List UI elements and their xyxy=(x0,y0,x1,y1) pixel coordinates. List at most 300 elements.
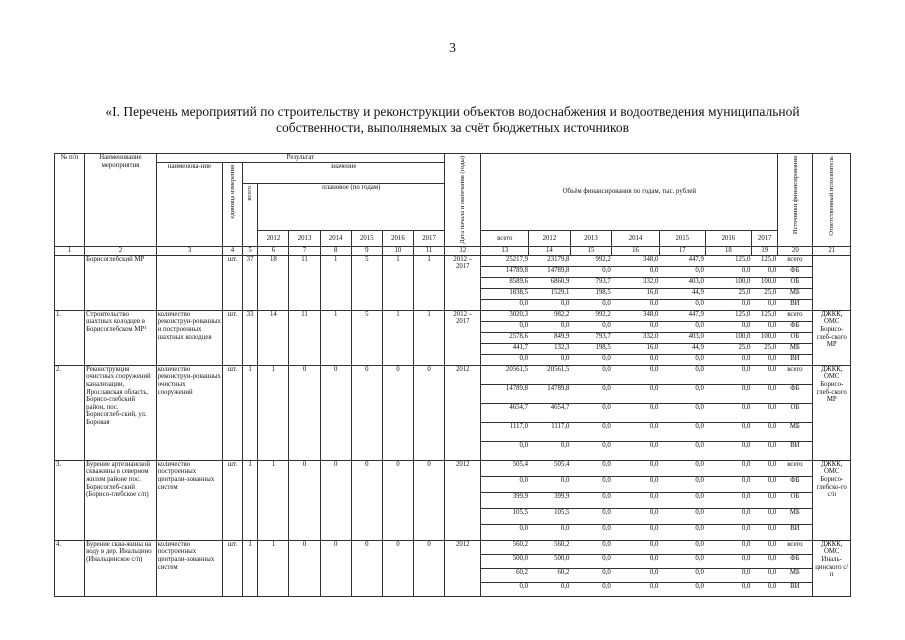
finance-value: 0,0 xyxy=(649,524,659,532)
finance-line xyxy=(481,403,812,422)
finance-source: ВИ xyxy=(790,354,800,362)
row-year-value: 0 xyxy=(413,540,444,596)
table-row xyxy=(55,255,851,310)
finance-source: ФБ xyxy=(777,384,812,403)
finance-value: 14789,8 xyxy=(481,384,529,403)
finance-value: 500,0 xyxy=(481,554,529,568)
finance-value: 0,0 xyxy=(767,354,777,362)
column-index: 19 xyxy=(752,246,778,255)
finance-line xyxy=(481,366,812,385)
finance-value: 132,3 xyxy=(529,343,570,354)
header-num: № п/п xyxy=(55,154,85,247)
finance-value: 100,0 xyxy=(705,277,752,288)
row-year-value: 0 xyxy=(289,460,320,540)
finance-value: 0,0 xyxy=(570,266,611,277)
column-index: 1 xyxy=(55,246,85,255)
row-name: Строительство шахтных колодцев в Борисоглебском МР¹ xyxy=(85,310,157,365)
finance-value: 0,0 xyxy=(705,541,752,555)
finance-value: 992,2 xyxy=(570,256,611,267)
finance-value: 105,5 xyxy=(529,508,570,524)
column-index: 2 xyxy=(85,246,157,255)
finance-value: 0,0 xyxy=(767,441,777,449)
finance-value: 0,0 xyxy=(481,321,529,332)
finance-value: 0,0 xyxy=(751,476,777,492)
column-index: 9 xyxy=(351,246,382,255)
finance-line xyxy=(481,422,812,441)
finance-value: 0,0 xyxy=(751,266,777,277)
finance-value: 25217,9 xyxy=(481,256,529,267)
row-year-value: 1 xyxy=(258,540,289,596)
finance-value: 0,0 xyxy=(519,299,529,307)
finance-value: 0,0 xyxy=(741,441,751,449)
row-unit: шт. xyxy=(223,310,243,365)
finance-value: 0,0 xyxy=(659,492,705,508)
row-year-value: 1 xyxy=(258,460,289,540)
finance-value: 100,0 xyxy=(705,332,752,343)
header-responsible: Ответственный исполнитель xyxy=(813,154,851,247)
finance-value: 25,0 xyxy=(751,343,777,354)
header-funding-year: 2012 xyxy=(529,230,571,246)
finance-value: 0,0 xyxy=(659,541,705,555)
finance-value: 0,0 xyxy=(612,321,660,332)
row-unit: шт. xyxy=(223,365,243,460)
finance-value: 2578,6 xyxy=(481,332,529,343)
finance-value: 100,0 xyxy=(751,332,777,343)
finance-value: 25,0 xyxy=(705,343,752,354)
row-num: 4. xyxy=(55,540,85,596)
row-total: 37 xyxy=(242,255,258,310)
finance-value: 0,0 xyxy=(612,422,660,441)
finance-source: ОБ xyxy=(777,403,812,422)
row-total: 1 xyxy=(242,540,258,596)
finance-value: 20561,5 xyxy=(529,366,570,385)
finance-value: 0,0 xyxy=(705,508,752,524)
row-responsible: ДЖКК, ОМС Борисо-глебско-го с/п xyxy=(813,460,851,540)
header-year: 2013 xyxy=(289,230,320,246)
finance-value: 500,0 xyxy=(529,554,570,568)
row-dates: 2012 – 2017 xyxy=(445,255,481,310)
finance-value: 0,0 xyxy=(705,492,752,508)
finance-value: 793,7 xyxy=(570,277,611,288)
finance-value: 0,0 xyxy=(602,299,611,307)
header-source: Источники финансирования xyxy=(778,154,813,247)
column-index: 13 xyxy=(481,246,529,255)
finance-value: 44,9 xyxy=(659,343,705,354)
finance-value: 0,0 xyxy=(751,492,777,508)
finance-value: 0,0 xyxy=(659,461,705,477)
finance-value: 0,0 xyxy=(570,461,611,477)
finance-value: 793,7 xyxy=(570,332,611,343)
finance-value: 399,9 xyxy=(481,492,529,508)
finance-value: 0,0 xyxy=(560,582,570,590)
row-year-value: 0 xyxy=(351,365,382,460)
header-value: значение xyxy=(242,162,444,183)
row-num: 3. xyxy=(55,460,85,540)
header-year: 2014 xyxy=(320,230,351,246)
finance-value: 0,0 xyxy=(649,582,659,590)
finance-value: 0,0 xyxy=(751,461,777,477)
row-year-value: 0 xyxy=(413,365,444,460)
finance-value: 0,0 xyxy=(741,354,751,362)
row-unit: шт. xyxy=(223,540,243,596)
row-year-value: 0 xyxy=(289,365,320,460)
finance-value: 4654,7 xyxy=(481,403,529,422)
finance-source: ФБ xyxy=(777,266,812,277)
finance-value: 332,0 xyxy=(612,277,660,288)
row-year-value: 5 xyxy=(351,310,382,365)
finance-value: 0,0 xyxy=(570,554,611,568)
finance-line xyxy=(481,256,812,267)
finance-value: 25,0 xyxy=(751,288,777,299)
finance-source: ФБ xyxy=(777,476,812,492)
finance-source: всего xyxy=(777,256,812,267)
row-responsible: ДЖКК, ОМС Борисо-глеб-ского МР xyxy=(813,365,851,460)
finance-value: 0,0 xyxy=(751,321,777,332)
row-result-name: количество реконструи-рованных и построенных шахтных колодцев xyxy=(156,310,222,365)
finance-source: МБ xyxy=(777,422,812,441)
finance-source: всего xyxy=(777,541,812,555)
finance-line xyxy=(481,582,812,596)
finance-value: 0,0 xyxy=(767,299,777,307)
finance-line xyxy=(481,441,812,460)
finance-value: 8589,6 xyxy=(481,277,529,288)
column-index: 18 xyxy=(705,246,752,255)
finance-value: 0,0 xyxy=(570,492,611,508)
finance-value: 20561,5 xyxy=(481,366,529,385)
finance-value: 0,0 xyxy=(560,354,570,362)
finance-line xyxy=(481,277,812,288)
finance-value: 0,0 xyxy=(519,441,529,449)
finance-value: 0,0 xyxy=(570,403,611,422)
finance-value: 125,0 xyxy=(751,256,777,267)
finance-value: 0,0 xyxy=(741,299,751,307)
finance-line xyxy=(481,568,812,582)
row-name: Реконструкция очистных сооружений канализации, Ярославская область, Борисо-глебский район, пос. Борисоглеб-ский, ул. Боровая xyxy=(85,365,157,460)
row-num: 1. xyxy=(55,310,85,365)
finance-value: 505,4 xyxy=(481,461,529,477)
row-total: 33 xyxy=(242,310,258,365)
row-responsible: ДЖКК, ОМС Иналь-цинского с/п xyxy=(813,540,851,596)
finance-value: 44,9 xyxy=(659,288,705,299)
table-row xyxy=(55,460,851,540)
row-year-value: 0 xyxy=(320,365,351,460)
row-year-value: 0 xyxy=(320,460,351,540)
finance-value: 0,0 xyxy=(751,422,777,441)
finance-value: 16,0 xyxy=(612,288,660,299)
row-unit: шт. xyxy=(223,460,243,540)
finance-value: 0,0 xyxy=(519,354,529,362)
finance-value: 198,5 xyxy=(570,288,611,299)
row-num: 2. xyxy=(55,365,85,460)
finance-value: 0,0 xyxy=(602,441,611,449)
column-index: 21 xyxy=(813,246,851,255)
finance-value: 0,0 xyxy=(751,541,777,555)
finance-value: 0,0 xyxy=(659,508,705,524)
table-row xyxy=(55,540,851,596)
row-year-value: 0 xyxy=(382,365,413,460)
finance-value: 0,0 xyxy=(602,354,611,362)
finance-source: ФБ xyxy=(777,554,812,568)
header-name: Наименование мероприятия xyxy=(85,154,157,247)
row-result-name: количество построенных централи-зованных систем xyxy=(156,460,222,540)
finance-value: 0,0 xyxy=(612,568,660,582)
header-unit: единица измерения xyxy=(223,162,243,246)
row-year-value: 0 xyxy=(413,460,444,540)
finance-value: 0,0 xyxy=(751,554,777,568)
header-planned: плановое (по годам) xyxy=(258,184,445,231)
finance-value: 125,0 xyxy=(705,311,752,322)
finance-value: 0,0 xyxy=(570,321,611,332)
finance-line xyxy=(481,541,812,555)
finance-value: 100,0 xyxy=(751,277,777,288)
column-index: 7 xyxy=(289,246,320,255)
finance-value: 60,2 xyxy=(481,568,529,582)
finance-value: 1117,0 xyxy=(529,422,570,441)
finance-value: 505,4 xyxy=(529,461,570,477)
finance-value: 0,0 xyxy=(481,476,529,492)
finance-value: 403,0 xyxy=(659,332,705,343)
column-index: 15 xyxy=(570,246,612,255)
finance-value: 0,0 xyxy=(602,582,611,590)
finance-value: 447,9 xyxy=(659,256,705,267)
finance-value: 0,0 xyxy=(659,384,705,403)
header-result-name: наименова-ние xyxy=(156,162,222,246)
finance-value: 198,5 xyxy=(570,343,611,354)
finance-value: 0,0 xyxy=(741,582,751,590)
row-unit: шт. xyxy=(223,255,243,310)
row-finance xyxy=(481,460,813,540)
finance-value: 0,0 xyxy=(751,508,777,524)
header-funding: Объём финансирования по годам, тыс. рублей xyxy=(481,154,778,231)
row-year-value: 1 xyxy=(382,310,413,365)
finance-value: 0,0 xyxy=(659,554,705,568)
finance-value: 0,0 xyxy=(705,554,752,568)
header-funding-year: 2016 xyxy=(705,230,752,246)
row-name: Бурение сква-жины на воду в дер. Инальцино (Инальцинское с/п) xyxy=(85,540,157,596)
finance-source: всего xyxy=(777,366,812,385)
finance-source: МБ xyxy=(777,508,812,524)
table-row xyxy=(55,365,851,460)
finance-line xyxy=(481,266,812,277)
row-name: Бурение артезианской скважины в северном жилом районе пос. Борисоглеб-ский (Борисо-глебское с/п) xyxy=(85,460,157,540)
row-year-value: 0 xyxy=(320,540,351,596)
measures-table xyxy=(54,153,851,597)
finance-value: 0,0 xyxy=(659,476,705,492)
finance-value: 0,0 xyxy=(741,524,751,532)
row-year-value: 11 xyxy=(289,255,320,310)
row-year-value: 11 xyxy=(289,310,320,365)
finance-value: 348,0 xyxy=(612,311,660,322)
finance-source: МБ xyxy=(777,288,812,299)
finance-value: 0,0 xyxy=(612,492,660,508)
row-dates: 2012 xyxy=(445,365,481,460)
finance-value: 0,0 xyxy=(612,541,660,555)
finance-value: 25,0 xyxy=(705,288,752,299)
header-funding-year: 2013 xyxy=(570,230,612,246)
finance-value: 0,0 xyxy=(570,422,611,441)
header-funding-year: 2017 xyxy=(752,230,778,246)
finance-line xyxy=(481,508,812,524)
finance-value: 0,0 xyxy=(570,568,611,582)
finance-value: 60,2 xyxy=(529,568,570,582)
column-index: 4 xyxy=(223,246,243,255)
finance-value: 0,0 xyxy=(612,266,660,277)
finance-value: 1838,5 xyxy=(481,288,529,299)
row-result-name: количество реконструи-рованных очистных сооружений xyxy=(156,365,222,460)
column-index: 8 xyxy=(320,246,351,255)
header-funding-year: 2015 xyxy=(659,230,705,246)
finance-value: 0,0 xyxy=(695,582,704,590)
finance-value: 1529,1 xyxy=(529,288,570,299)
finance-value: 348,0 xyxy=(612,256,660,267)
finance-line xyxy=(481,321,812,332)
finance-line xyxy=(481,354,812,365)
row-year-value: 1 xyxy=(258,365,289,460)
header-dates: Дата начала и окончания (годы) xyxy=(445,154,481,247)
finance-value: 23179,8 xyxy=(529,256,570,267)
finance-value: 0,0 xyxy=(659,403,705,422)
finance-value: 125,0 xyxy=(751,311,777,322)
finance-line xyxy=(481,554,812,568)
finance-source: МБ xyxy=(777,343,812,354)
row-dates: 2012 xyxy=(445,540,481,596)
finance-value: 0,0 xyxy=(570,366,611,385)
finance-value: 0,0 xyxy=(560,441,570,449)
row-year-value: 0 xyxy=(351,460,382,540)
finance-value: 0,0 xyxy=(570,384,611,403)
finance-value: 0,0 xyxy=(695,354,704,362)
header-year: 2016 xyxy=(382,230,413,246)
finance-value: 982,2 xyxy=(529,311,570,322)
finance-value: 14789,8 xyxy=(529,266,570,277)
row-result-name xyxy=(156,255,222,310)
row-finance xyxy=(481,310,813,365)
finance-source: ОБ xyxy=(777,277,812,288)
row-year-value: 1 xyxy=(320,255,351,310)
finance-value: 0,0 xyxy=(705,321,752,332)
finance-value: 6860,9 xyxy=(529,277,570,288)
finance-value: 105,5 xyxy=(481,508,529,524)
finance-value: 0,0 xyxy=(705,266,752,277)
finance-value: 992,2 xyxy=(570,311,611,322)
finance-value: 0,0 xyxy=(612,384,660,403)
finance-line xyxy=(481,311,812,322)
row-name: Борисоглебский МР xyxy=(85,255,157,310)
finance-value: 560,2 xyxy=(529,541,570,555)
finance-value: 0,0 xyxy=(612,476,660,492)
row-responsible: ДЖКК, ОМС Борисо-глеб-ского МР xyxy=(813,310,851,365)
row-total: 1 xyxy=(242,460,258,540)
finance-source: ОБ xyxy=(777,332,812,343)
row-result-name: количество построенных централи-зованных систем xyxy=(156,540,222,596)
column-index: 6 xyxy=(258,246,289,255)
column-index: 10 xyxy=(382,246,413,255)
document-title: «I. Перечень мероприятий по строительству и реконструкции объектов водоснабжения и водоотведения муниципальной собственности, выполняемых за счёт бюджетных источников xyxy=(105,104,800,135)
finance-value: 0,0 xyxy=(751,568,777,582)
finance-value: 0,0 xyxy=(570,541,611,555)
finance-value: 0,0 xyxy=(705,366,752,385)
row-year-value: 0 xyxy=(351,540,382,596)
finance-value: 0,0 xyxy=(560,299,570,307)
finance-value: 0,0 xyxy=(560,524,570,532)
finance-value: 0,0 xyxy=(705,568,752,582)
finance-value: 0,0 xyxy=(705,422,752,441)
page-number: 3 xyxy=(449,41,456,56)
finance-source: ОБ xyxy=(777,492,812,508)
finance-value: 125,0 xyxy=(705,256,752,267)
finance-value: 332,0 xyxy=(612,332,660,343)
finance-value: 4654,7 xyxy=(529,403,570,422)
column-index: 12 xyxy=(445,246,481,255)
finance-value: 399,9 xyxy=(529,492,570,508)
finance-value: 0,0 xyxy=(612,461,660,477)
row-year-value: 1 xyxy=(413,310,444,365)
finance-value: 0,0 xyxy=(659,422,705,441)
finance-line xyxy=(481,299,812,310)
row-dates: 2012 xyxy=(445,460,481,540)
finance-value: 3020,3 xyxy=(481,311,529,322)
finance-source: ВИ xyxy=(790,524,800,532)
finance-line xyxy=(481,524,812,540)
finance-line xyxy=(481,343,812,354)
column-index: 5 xyxy=(242,246,258,255)
finance-value: 14789,8 xyxy=(481,266,529,277)
finance-value: 16,0 xyxy=(612,343,660,354)
header-year: 2017 xyxy=(413,230,444,246)
column-index: 17 xyxy=(659,246,705,255)
row-finance xyxy=(481,365,813,460)
row-year-value: 1 xyxy=(413,255,444,310)
finance-value: 0,0 xyxy=(519,582,529,590)
finance-value: 0,0 xyxy=(659,568,705,582)
finance-value: 0,0 xyxy=(695,441,704,449)
finance-source: ВИ xyxy=(790,299,800,307)
finance-value: 0,0 xyxy=(705,461,752,477)
finance-source: всего xyxy=(777,311,812,322)
finance-source: МБ xyxy=(777,568,812,582)
row-year-value: 0 xyxy=(289,540,320,596)
finance-source: ФБ xyxy=(777,321,812,332)
header-funding-year: 2014 xyxy=(612,230,660,246)
finance-source: ВИ xyxy=(790,441,800,449)
finance-value: 0,0 xyxy=(649,299,659,307)
header-total: всего xyxy=(242,184,258,247)
finance-value: 0,0 xyxy=(529,321,570,332)
column-index: 20 xyxy=(778,246,813,255)
table-row xyxy=(55,310,851,365)
finance-value: 0,0 xyxy=(751,384,777,403)
finance-value: 0,0 xyxy=(705,476,752,492)
finance-value: 14789,8 xyxy=(529,384,570,403)
finance-value: 0,0 xyxy=(649,354,659,362)
row-dates: 2012 – 2017 xyxy=(445,310,481,365)
finance-value: 560,2 xyxy=(481,541,529,555)
finance-value: 447,9 xyxy=(659,311,705,322)
finance-line xyxy=(481,492,812,508)
finance-line xyxy=(481,461,812,477)
finance-value: 0,0 xyxy=(751,366,777,385)
finance-line xyxy=(481,476,812,492)
row-year-value: 14 xyxy=(258,310,289,365)
row-year-value: 1 xyxy=(320,310,351,365)
row-year-value: 0 xyxy=(382,460,413,540)
header-result: Результат xyxy=(156,154,444,163)
finance-line xyxy=(481,288,812,299)
finance-value: 0,0 xyxy=(659,266,705,277)
finance-value: 0,0 xyxy=(570,476,611,492)
finance-value: 0,0 xyxy=(612,366,660,385)
row-finance xyxy=(481,540,813,596)
